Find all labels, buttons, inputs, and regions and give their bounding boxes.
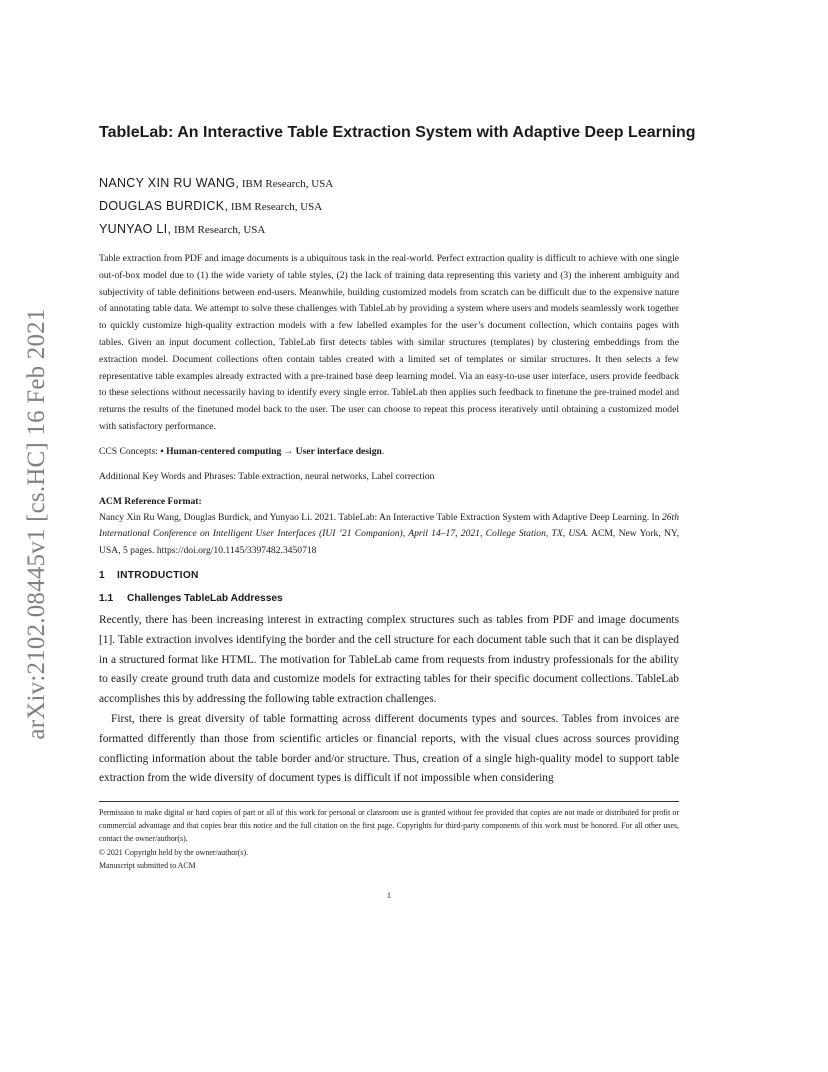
- author-list: [99, 172, 679, 241]
- copyright-notice: © 2021 Copyright held by the owner/author(s).: [99, 847, 249, 857]
- author-affiliation: IBM Research, USA: [228, 201, 323, 213]
- paper-page: [99, 122, 696, 789]
- author-entry: [99, 218, 679, 241]
- arxiv-identifier: arXiv:2102.08445v1 [cs.HC] 16 Feb 2021: [23, 308, 50, 740]
- permission-notice: Permission to make digital or hard copies of part or all of this work for personal or classroom use is granted without fee provided that copies are not made or distributed for profit or commercial advantage and that copies bear this notice and the full citation on the first page. Copyrights for third-party components of this work must be honored. For all other uses, contact the owner/author(s).: [99, 808, 679, 844]
- subsection-title: Challenges TableLab Addresses: [127, 592, 283, 604]
- ccs-bullet: •: [160, 445, 167, 457]
- footnote-rule: [99, 801, 679, 802]
- author-name: DOUGLAS BURDICK,: [99, 199, 229, 213]
- author-affiliation: IBM Research, USA: [171, 224, 266, 236]
- acm-reference-heading: ACM Reference Format:: [99, 495, 202, 507]
- subsection-heading: [99, 591, 679, 607]
- keywords: Additional Key Words and Phrases: Table extraction, neural networks, Label correction: [99, 470, 435, 482]
- footnotes: [99, 806, 679, 872]
- abstract: Table extraction from PDF and image documents is a ubiquitous task in the real-world. Perfect extraction quality is difficult to achieve with one single out-of-box model due to (1) the wide variety of table styles, (2) the lack of training data representing this variety and (3) the inherent ambiguity and subjectivity of table definitions between end-users. Meanwhile, building customized models from scratch can be difficult due to the expensive nature of annotating table data. We attempt to solve these challenges with TableLab by providing a system where users and models seamlessly work together to quickly customize high-quality extraction models with a few labelled examples for the user’s document collection, which contains pages with tables. Given an input document collection, TableLab first detects tables with similar structures (templates) by clustering embeddings from the extraction model. Document collections often contain tables created with a limited set of templates or similar structures. It then selects a few representative table examples already extracted with a pre-trained base deep learning model. Via an easy-to-use user interface, users provide feedback to these selections without necessarily having to identify every single error. TableLab then applies such feedback to finetune the pre-trained model and returns the results of the finetuned model back to the user. The user can choose to repeat this process iteratively until obtaining a customized model with satisfactory performance.: [99, 253, 679, 432]
- acm-reference-venue: 26th International Conference on Intelligent User Interfaces (IUI ’21 Companion), April 14–17, 2021, College Station, TX, USA.: [99, 511, 679, 540]
- author-entry: [99, 195, 679, 218]
- page-number: 1: [387, 891, 391, 900]
- section-heading: [99, 568, 679, 584]
- section-title: INTRODUCTION: [117, 569, 199, 581]
- body-paragraph: Recently, there has been increasing interest in extracting complex structures such as tables from PDF and image documents [1]. Table extraction involves identifying the border and the cell structure for each document table such that it can be displayed in a structured format like HTML. The motivation for TableLab came from requests from industry professionals for the ability to easily create ground truth data and customize models for extracting tables for their specific document collections. TableLab accomplishes this by addressing the following table extraction challenges.: [99, 613, 679, 706]
- paper-title: TableLab: An Interactive Table Extraction System with Adaptive Deep Learning: [99, 124, 696, 141]
- body-paragraph: First, there is great diversity of table formatting across different documents types and sources. Tables from invoices are formatted differently than those from scientific articles or financial reports, with the visual clues across sources providing conflicting information about the table border and/or structure. Thus, creation of a single high-quality model to support table extraction from the wide diversity of document types is difficult if not impossible when considering: [99, 712, 679, 785]
- ccs-concept: Human-centered computing → User interface design: [166, 445, 382, 457]
- ccs-suffix: .: [381, 445, 385, 457]
- author-name: NANCY XIN RU WANG,: [99, 176, 240, 190]
- author-affiliation: IBM Research, USA: [239, 178, 334, 190]
- acm-reference-authors: Nancy Xin Ru Wang, Douglas Burdick, and Yunyao Li. 2021. TableLab: An Interactive Table Extraction System with Adaptive Deep Learning. In: [99, 511, 662, 523]
- ccs-prefix: CCS Concepts:: [99, 445, 161, 457]
- acm-reference: [99, 510, 679, 559]
- ccs-concepts: [99, 444, 679, 460]
- manuscript-notice: Manuscript submitted to ACM: [99, 860, 196, 870]
- subsection-number: 1.1: [99, 592, 114, 604]
- author-entry: [99, 172, 679, 195]
- section-number: 1: [99, 569, 105, 581]
- acm-reference-publisher: ACM, New York, NY, USA, 5 pages. https://doi.org/10.1145/3397482.3450718: [99, 528, 679, 556]
- author-name: YUNYAO LI,: [99, 222, 172, 236]
